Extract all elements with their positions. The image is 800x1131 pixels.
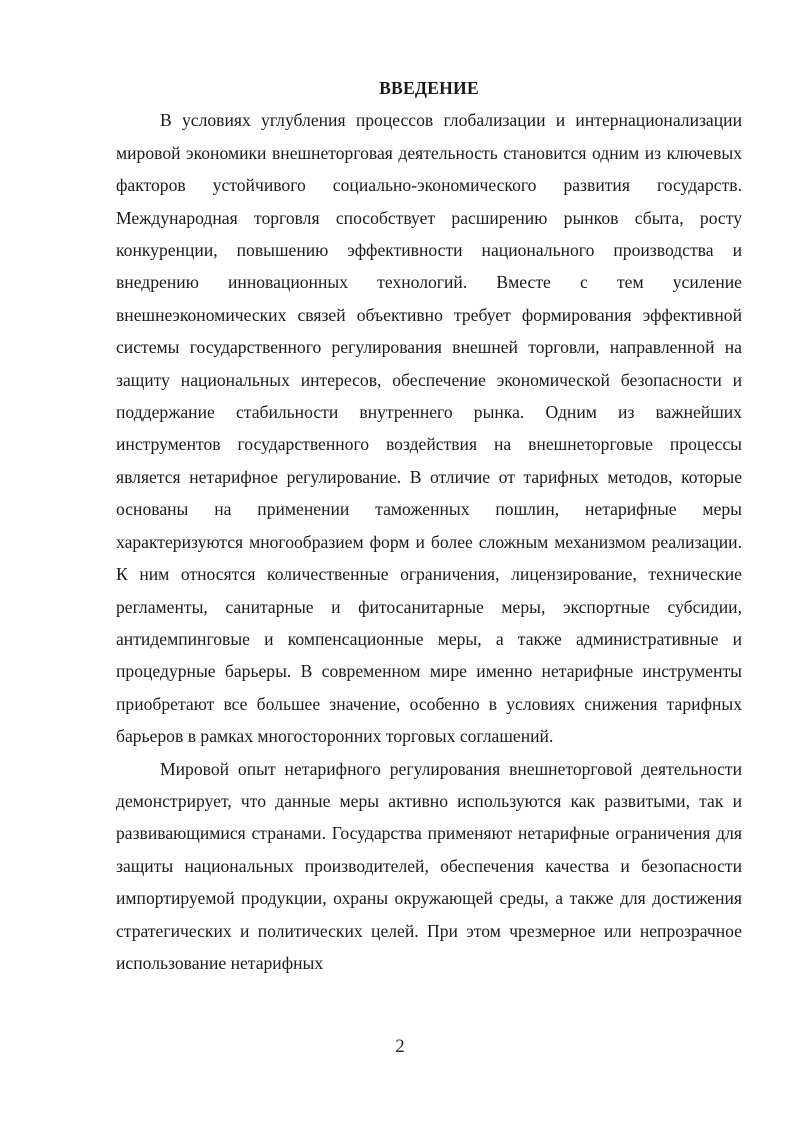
page-number: 2	[395, 1036, 405, 1057]
section-title: ВВЕДЕНИЕ	[379, 78, 479, 98]
document-body	[116, 72, 742, 979]
paragraph-2: Мировой опыт нетарифного регулирования внешнеторговой деятельности демонстрирует, что данные меры активно используются как развитыми, так и развивающимися странами. Государства применяют нетарифные ограничения для защиты национальных производителей, обеспечения качества и безопасности импортируемой продукции, охраны окружающей среды, а также для достижения стратегических и политических целей. При этом чрезмерное или непрозрачное использование нетарифных	[116, 758, 742, 973]
paragraph-1: В условиях углубления процессов глобализации и интернационализации мировой экономики внешнеторговая деятельность становится одним из ключевых факторов устойчивого социально-экономического развития государств. Международная торговля способствует расширению рынков сбыта, росту конкуренции, повышению эффективности национального производства и внедрению инновационных технологий. Вместе с тем усиление внешнеэкономических связей объективно требует формирования эффективной системы государственного регулирования внешней торговли, направленной на защиту национальных интересов, обеспечение экономической безопасности и поддержание стабильности внутреннего рынка. Одним из важнейших инструментов государственного воздействия на внешнеторговые процессы является нетарифное регулирование. В отличие от тарифных методов, которые основаны на применении таможенных пошлин, нетарифные меры характеризуются многообразием форм и более сложным механизмом реализации. К ним относятся количественные ограничения, лицензирование, технические регламенты, санитарные и фитосанитарные меры, экспортные субсидии, антидемпинговые и компенсационные меры, а также административные и процедурные барьеры. В современном мире именно нетарифные инструменты приобретают все большее значение, особенно в условиях снижения тарифных барьеров в рамках многосторонних торговых соглашений.	[116, 110, 742, 747]
